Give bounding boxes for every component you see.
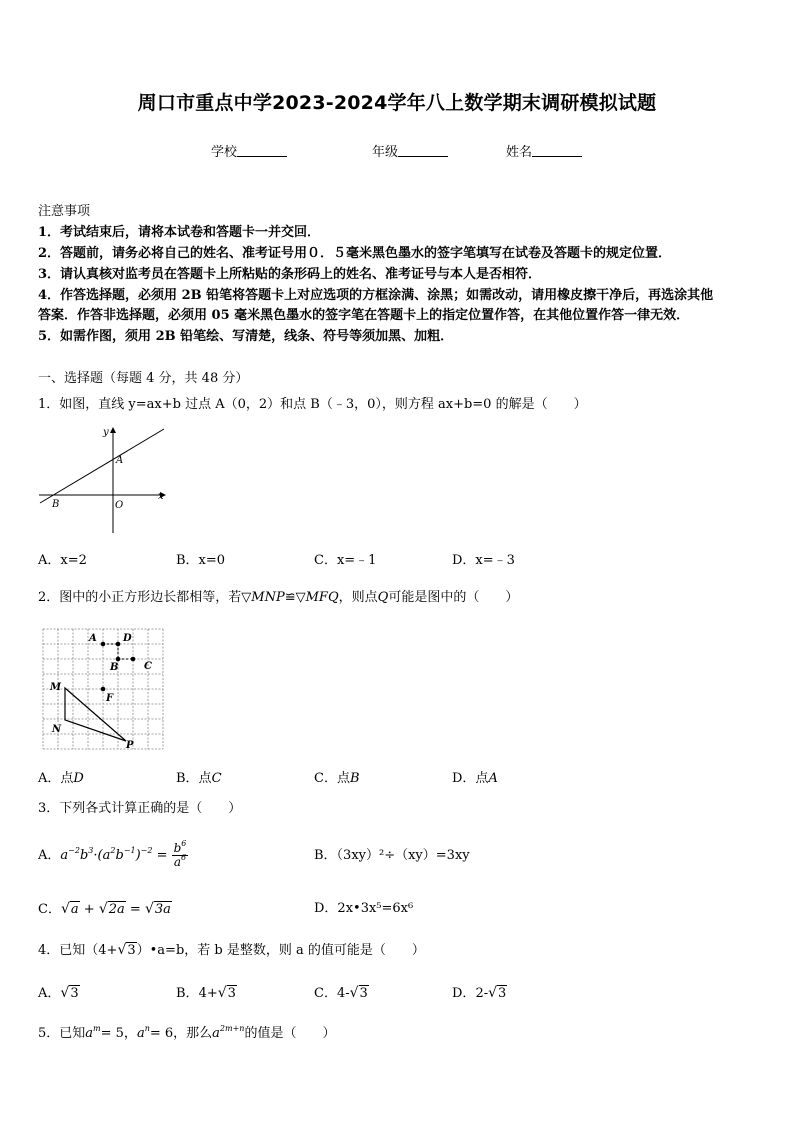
q4-option-b[interactable] xyxy=(176,985,237,1002)
frac-num: b xyxy=(173,841,182,855)
notice-item: 3．请认真核对监考员在答题卡上所粘贴的条形码上的姓名、准考证号与本人是否相符． xyxy=(38,267,542,282)
triangle-icon: ▽ xyxy=(241,590,252,605)
option-point: C xyxy=(211,771,222,786)
triangle-mnp xyxy=(65,688,126,741)
q2-stem-mid: ，则点 xyxy=(338,590,378,605)
notice-item: 4．作答选择题，必须用 2B 铅笔将答题卡上对应选项的方框涂满、涂黑；如需改动，请用橡皮擦干净后，再选涂其他 xyxy=(38,288,714,303)
label-c: C xyxy=(144,661,152,672)
notice-item: 2．答题前，请务必将自己的姓名、准考证号用０．５毫米黑色墨水的签字笔填写在试卷及答题卡的规定位置． xyxy=(38,246,672,261)
x-axis-label: x xyxy=(158,491,164,502)
q5-exp-m: m xyxy=(93,1024,101,1033)
sqrt-icon: √3 xyxy=(217,985,236,1001)
option-label: C． xyxy=(314,986,337,1001)
q4-option-d[interactable] xyxy=(452,985,507,1002)
congruent-symbol: ≌ xyxy=(284,590,296,605)
q3-option-b[interactable]: B．（3xy）²÷（xy）=3xy xyxy=(314,848,470,863)
point-d xyxy=(116,642,121,647)
page-title: 周口市重点中学2023-2024学年八上数学期末调研模拟试题 xyxy=(137,92,657,114)
school-blank[interactable] xyxy=(237,144,287,157)
q5-value-n: = 6，那么 xyxy=(149,1026,213,1041)
question-5-stem xyxy=(38,1026,335,1042)
notice-item: 答案．作答非选择题，必须用 05 毫米黑色墨水的签字笔在答题卡上的指定位置作答，在其他位置作答一律无效． xyxy=(38,308,690,323)
option-label: C．点 xyxy=(314,771,350,786)
option-label: B．点 xyxy=(176,771,212,786)
grade-blank[interactable] xyxy=(398,144,448,157)
q5-exp-n: n xyxy=(144,1024,150,1033)
q5-exp-sum: 2m+n xyxy=(219,1024,245,1033)
question-3-stem: 3．下列各式计算正确的是（ ） xyxy=(38,801,242,816)
label-m: M xyxy=(50,682,62,693)
sqrt-icon: √3a xyxy=(144,901,171,917)
grade-label: 年级 xyxy=(372,145,399,160)
origin-label: O xyxy=(115,500,124,511)
q2-point-q: Q xyxy=(377,590,389,605)
option-prefix: 4- xyxy=(336,986,350,1001)
grade-field[interactable] xyxy=(372,141,448,160)
sqrt-icon: √3 xyxy=(349,985,368,1001)
q2-triangle-mnp: MNP xyxy=(251,590,285,605)
point-f xyxy=(101,687,106,692)
q5-base: a xyxy=(85,1026,94,1041)
point-b-label: B xyxy=(52,499,60,510)
q2-option-b[interactable] xyxy=(176,771,222,787)
notice-item: 5．如需作图，须用 2B 铅笔绘、写清楚，线条、符号等须加黑、加粗． xyxy=(38,329,454,344)
label-f: F xyxy=(106,693,114,704)
q1-option-d[interactable]: D．x=﹣3 xyxy=(452,553,515,568)
option-label: A． xyxy=(38,986,61,1001)
question-4-stem xyxy=(38,942,425,959)
option-point: A xyxy=(488,771,498,786)
q2-option-d[interactable] xyxy=(452,771,498,787)
sqrt-icon: √3 xyxy=(117,942,136,958)
q4-option-a[interactable] xyxy=(38,985,80,1002)
q5-value-m: = 5， xyxy=(100,1026,137,1041)
q4-stem-end: ）•a=b，若 b 是整数，则 a 的值可能是（ ） xyxy=(136,943,425,958)
option-prefix: 4+ xyxy=(198,986,218,1001)
q2-grid-figure xyxy=(40,626,168,754)
sqrt-icon: √2a xyxy=(98,901,125,917)
frac-num-exp: 6 xyxy=(181,839,187,848)
y-axis-label: y xyxy=(103,427,109,438)
label-d: D xyxy=(123,633,132,644)
q1-option-c[interactable]: C．x=﹣1 xyxy=(314,553,377,568)
q5-base: a xyxy=(136,1026,145,1041)
label-n: N xyxy=(52,724,62,735)
frac-den-exp: 6 xyxy=(181,853,187,862)
q1-line-graph xyxy=(36,423,168,538)
option-label: B． xyxy=(176,986,199,1001)
school-field[interactable] xyxy=(211,141,287,160)
option-label: D．点 xyxy=(452,771,489,786)
sqrt-icon: √a xyxy=(60,901,79,917)
label-a: A xyxy=(89,633,97,644)
option-prefix: 2- xyxy=(475,986,489,1001)
point-a xyxy=(101,642,106,647)
name-blank[interactable] xyxy=(532,144,582,157)
triangle-icon: ▽ xyxy=(295,590,306,605)
name-label: 姓名 xyxy=(506,145,533,160)
q2-option-c[interactable] xyxy=(314,771,360,787)
section-heading: 一、选择题（每题 4 分，共 48 分） xyxy=(38,371,249,386)
q1-option-a[interactable]: A．x=2 xyxy=(38,553,87,568)
sqrt-icon: √3 xyxy=(488,985,507,1001)
point-a-label: A xyxy=(116,455,124,466)
name-field[interactable] xyxy=(506,141,582,160)
label-b: B xyxy=(110,662,119,673)
q3-option-d[interactable]: D．2x•3x⁵=6x⁶ xyxy=(314,901,414,916)
q4-stem-start: 4．已知（4+ xyxy=(38,943,118,958)
q3-fraction xyxy=(172,839,189,869)
point-b xyxy=(116,657,121,662)
q2-triangle-mfq: MFQ xyxy=(305,590,339,605)
frac-den: a xyxy=(173,855,182,869)
option-label: A． xyxy=(38,848,61,863)
q5-stem-end: 的值是（ ） xyxy=(244,1026,336,1041)
q2-option-a[interactable] xyxy=(38,771,84,787)
option-point: D xyxy=(73,771,84,786)
notice-item: 1．考试结束后，请将本试卷和答题卡一并交回． xyxy=(38,225,321,240)
q4-option-c[interactable] xyxy=(314,985,369,1002)
y-axis-arrow xyxy=(110,427,116,433)
q5-base: a xyxy=(212,1026,220,1041)
option-point: B xyxy=(349,771,360,786)
q3-option-c[interactable]: C．√a + √2a = √3a xyxy=(38,901,171,917)
q1-option-b[interactable]: B．x=0 xyxy=(176,553,226,568)
q2-stem-end: 可能是图中的（ ） xyxy=(388,590,519,605)
option-label: C． xyxy=(38,902,61,917)
q3-option-a[interactable] xyxy=(38,834,188,878)
option-label: D． xyxy=(452,986,476,1001)
point-c xyxy=(131,657,136,662)
school-label: 学校 xyxy=(211,145,238,160)
question-2-stem xyxy=(38,590,518,606)
q5-stem-start: 5．已知 xyxy=(38,1026,86,1041)
line-y-ax-b xyxy=(40,429,164,503)
sqrt-icon: √3 xyxy=(60,985,79,1001)
notice-heading: 注意事项 xyxy=(38,204,91,219)
label-p: P xyxy=(126,740,134,751)
question-1-stem: 1．如图，直线 y=ax+b 过点 A（0，2）和点 B（﹣3，0），则方程 ax+b=0 的解是（ ） xyxy=(38,397,587,412)
q3-a-expression: $a^{-2}b^3\cdot(a^2b^{-1})^{-2}$ = xyxy=(60,846,172,863)
q2-stem-start: 2．图中的小正方形边长都相等，若 xyxy=(38,590,242,605)
option-label: A．点 xyxy=(38,771,74,786)
